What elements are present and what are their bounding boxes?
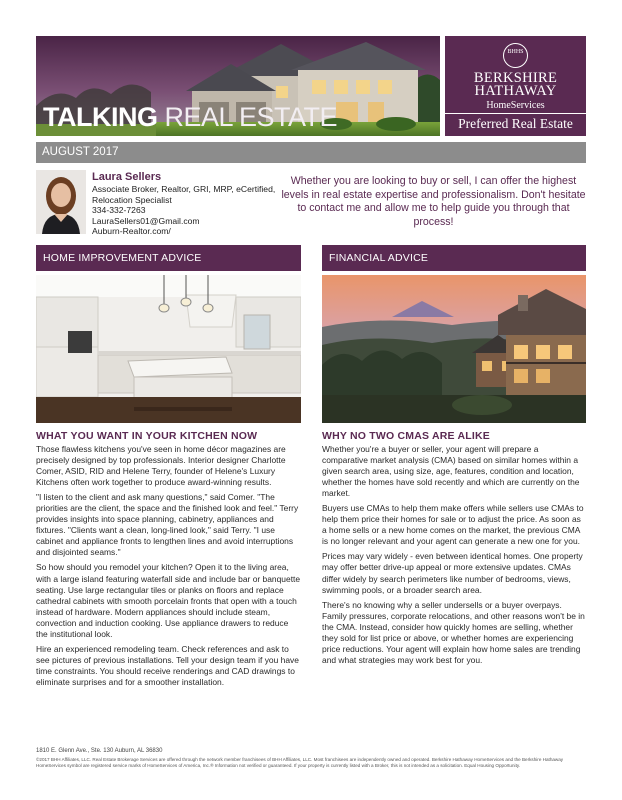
agent-phone[interactable]: 334-332-7263 (92, 205, 146, 216)
brand-name-line1: BERKSHIRE (473, 70, 558, 86)
agent-portrait-icon (36, 170, 86, 234)
kitchen-article-body (36, 444, 301, 692)
article-paragraph: Those flawless kitchens you've seen in home décor magazines are precisely designed by top professionals. Interior designer Charlotte Comer, ASID, RID and Helene Terry, founder of Helene's Luxury Kitchens often work together to produce award-winning results. (36, 444, 286, 488)
article-paragraph: "I listen to the client and ask many questions," said Comer. "The priorities are the client, the space and the finished look and feel." Terry provides insights into space planning, cabinetry, appliances and fixtures. "Clients want a clean, long-lined look," said Terry. "I use cabinet and appliance fronts to lengthen lines and avoid interruptions and disjointed seams." (36, 492, 299, 558)
brand-divider (445, 113, 586, 114)
title-light: REAL ESTATE (164, 102, 338, 132)
issue-date-bar: AUGUST 2017 (36, 142, 586, 163)
article-paragraph: There's no knowing why a seller undersells or a buyer overpays. Family pressures, corporate relocations, and other reasons won't be in the CMA. Instead, consider how quickly homes are selling, whether they sold for list price or above, or whether homes are experiencing price reductions. Your agent will explain how home sales are trending and what strategies may work best for you. (322, 599, 585, 665)
article-paragraph: Prices may vary widely - even between identical homes. One property may offer better drive-up appeal or more extensive updates. CMAs differ widely by search perimeters like number of bedrooms, views, swimming pools, or a broader search area. (322, 551, 583, 595)
mountain-homes-photo (322, 275, 586, 423)
agent-title: Associate Broker, Realtor, GRI, MRP, eCertified, Relocation Specialist (92, 184, 276, 205)
brand-office-name: Preferred Real Estate (458, 116, 573, 131)
homes-landscape-illustration (322, 275, 586, 423)
agent-name: Laura Sellers (92, 171, 162, 183)
financial-advice-heading: FINANCIAL ADVICE (322, 245, 586, 271)
cma-article-title: WHY NO TWO CMAS ARE ALIKE (322, 430, 490, 442)
brand-subtitle: HomeServices (486, 100, 545, 111)
kitchen-photo (36, 275, 301, 423)
cma-article-body (322, 444, 586, 670)
home-improvement-heading: HOME IMPROVEMENT ADVICE (36, 245, 301, 271)
kitchen-article-title: WHAT YOU WANT IN YOUR KITCHEN NOW (36, 430, 258, 442)
office-address: 1810 E. Glenn Ave., Ste. 130 Auburn, AL 36830 (36, 748, 163, 754)
article-paragraph: Buyers use CMAs to help them make offers while sellers use CMAs to help them price their homes for sale or to adjust the price. As soon as a home sells or a new home comes on the market, the previous CMA is no longer relevant and your agent can generate a new one for you. (322, 503, 584, 547)
article-paragraph: Hire an experienced remodeling team. Check references and ask to see pictures of previous installations. Tell your design team if you have time constraints. You should receive renderings and CAD drawings to eliminate surprises and for a smoother installation. (36, 643, 299, 687)
kitchen-illustration (36, 275, 301, 423)
agent-contact-info (92, 171, 277, 237)
bhhs-seal-icon: BHHS (503, 43, 528, 68)
agent-photo (36, 170, 86, 234)
agent-email[interactable]: LauraSellers01@Gmail.com (92, 215, 200, 226)
brand-logo-panel (445, 36, 586, 136)
title-bold: TALKING (43, 102, 158, 132)
article-paragraph: Whether you're a buyer or seller, your agent will prepare a comparative market analysis (CMA) based on similar homes within a given search area, using size, age, features, condition and location, whether the homes have sold recently and which are currently on the market. (322, 444, 580, 499)
agent-website[interactable]: Auburn-Realtor.com/ (92, 226, 171, 237)
header-banner (36, 36, 440, 136)
article-paragraph: So how should you remodel your kitchen? Open it to the living area, with a large island featuring waterfall side and include bar or banquette seating. Use large rectangular tiles or planks on floors and replace cathedral cabinets with smooth porcelain fronts that open with a touch instead of hardware. Modern appliances should include steam, convection and induction cooking. Use appliance drawers to reduce the institutional look. (36, 562, 301, 639)
brand-name (445, 72, 586, 98)
legal-disclaimer: ©2017 BHH Affiliates, LLC. Real Estate Brokerage Services are offered through the network member franchisees of BHH Affiliates, LLC. Most franchisees are independently owned and operated. Berkshire Hathaway HomeServices and the Berkshire Hathaway HomeServices symbol are registered service marks of HomeServices of America, Inc.® Information not verified or guaranteed. If your property is currently listed with a Broker, this is not intended as a solicitation. Equal Housing Opportunity. (36, 757, 564, 768)
agent-intro-message: Whether you are looking to buy or sell, I can offer the highest levels in real estate expertise and professionalism. Don't hesitate to contact me and allow me to help guide you through that process! (281, 175, 586, 228)
newsletter-title (43, 102, 337, 133)
brand-name-line2: HATHAWAY (474, 83, 557, 99)
